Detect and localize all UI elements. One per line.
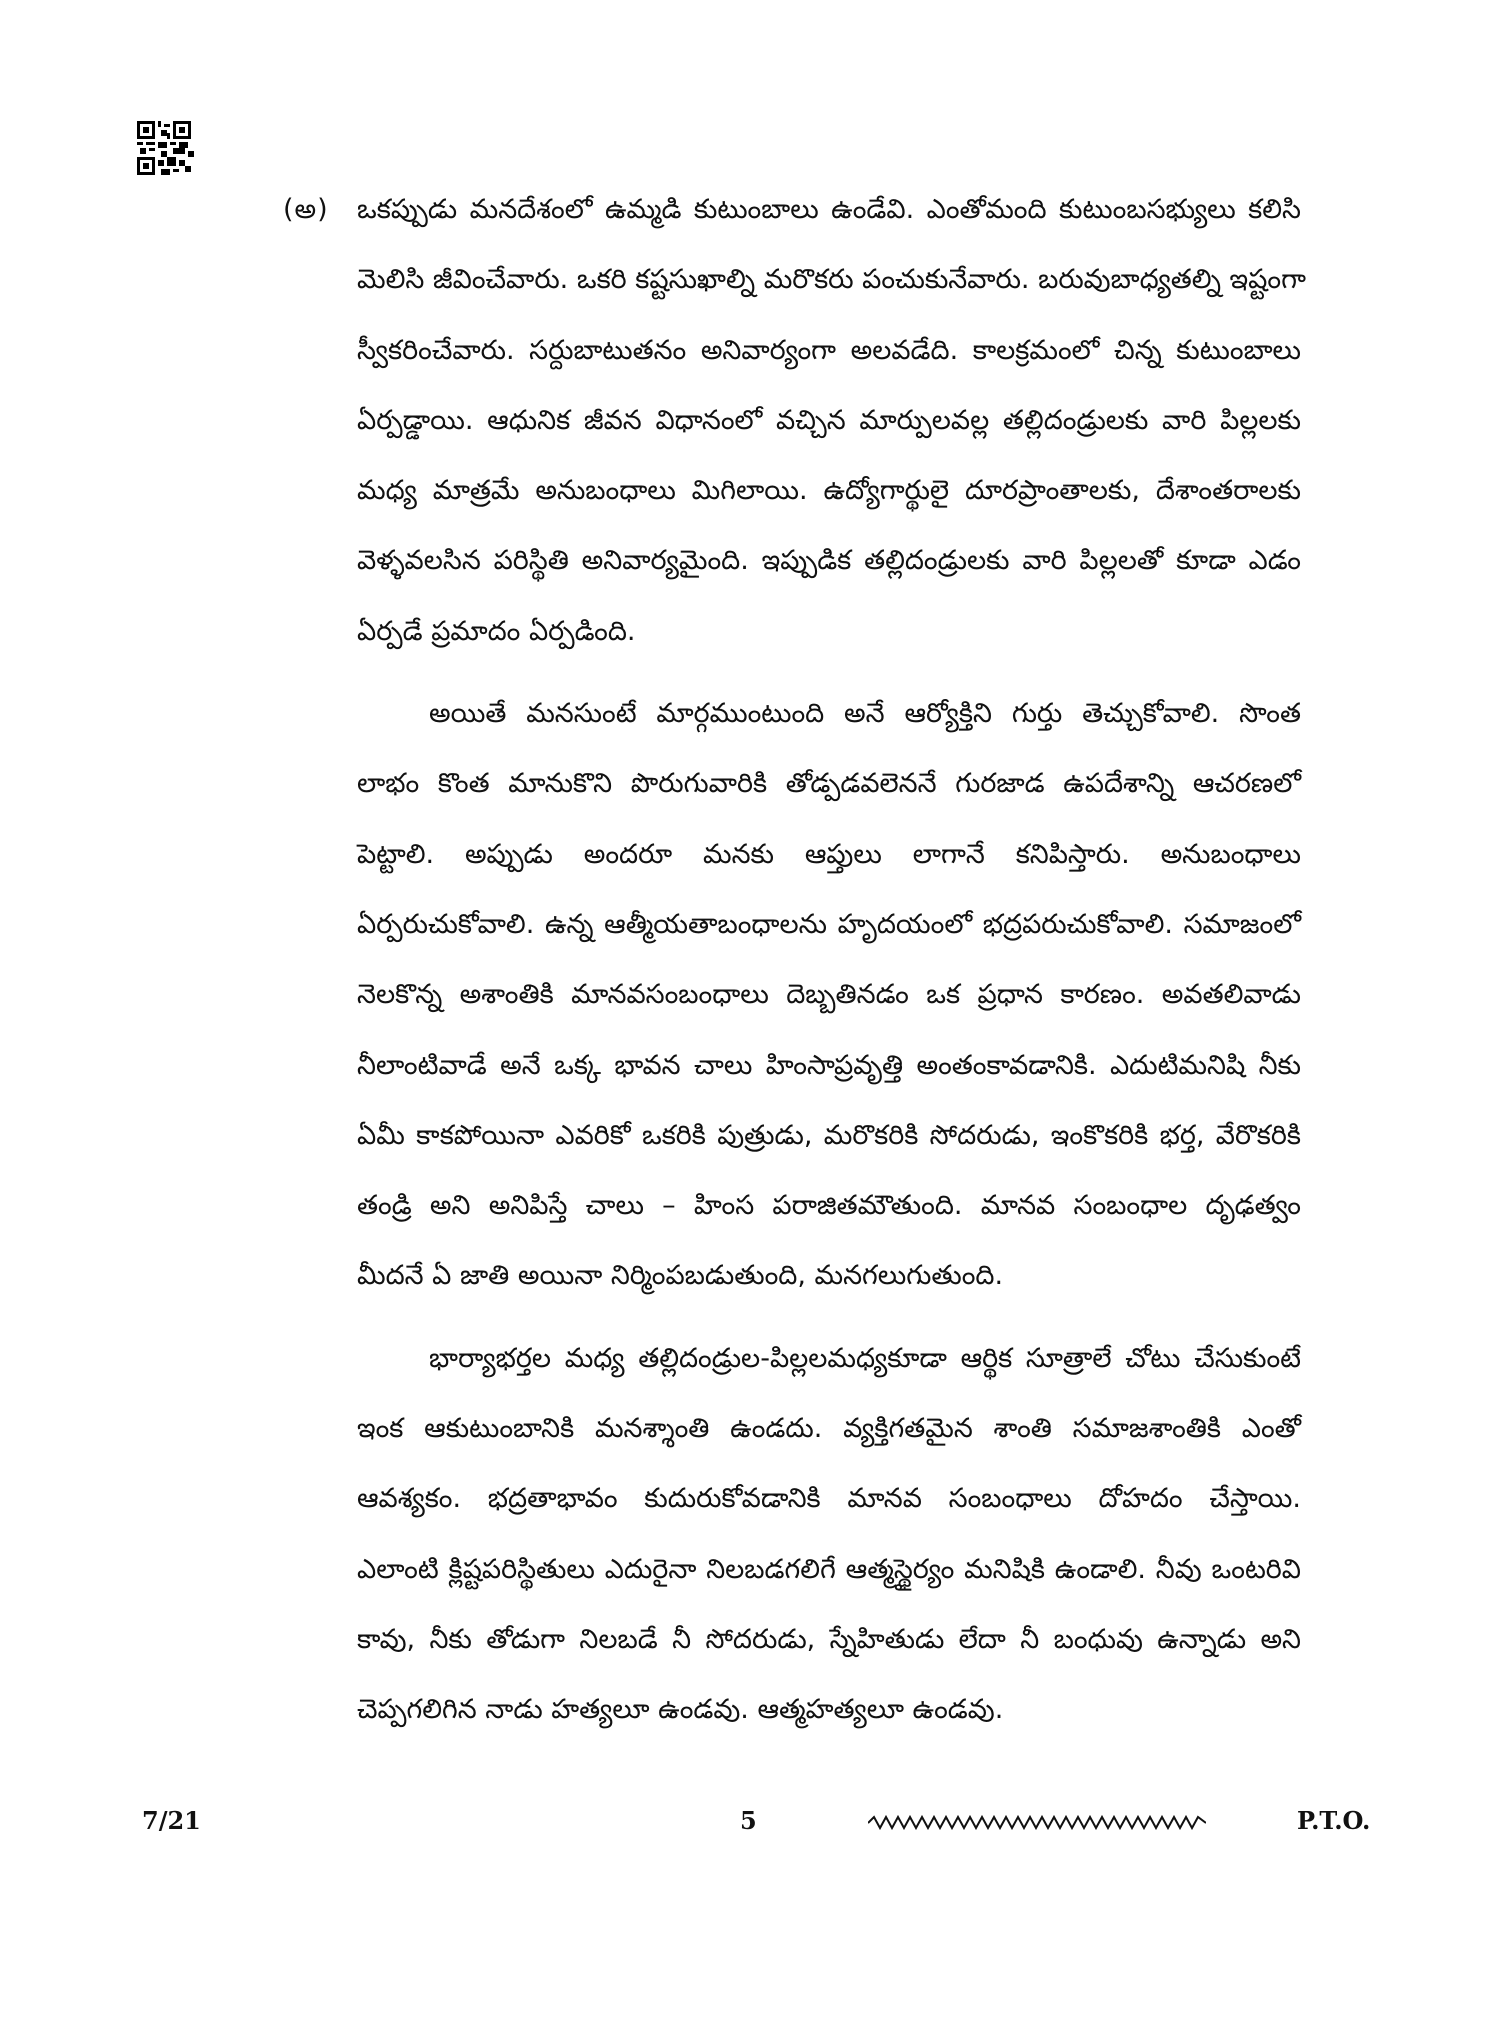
passage-line: నెలకొన్న అశాంతికి మానవసంబంధాలు దెబ్బతినడం ఒక ప్రధాన కారణం. అవతలివాడు (357, 979, 1301, 1011)
passage (357, 186, 1306, 1757)
qr-code-icon (137, 121, 197, 175)
passage-line: మధ్య మాత్రమే అనుబంధాలు మిగిలాయి. ఉద్యోగార్థులై దూరప్రాంతాలకు, దేశాంతరాలకు (357, 475, 1301, 507)
passage-line: మెలిసి జీవించేవారు. ఒకరి కష్టసుఖాల్ని మరొకరు పంచుకునేవారు. బరువుబాధ్యతల్ని ఇష్టంగా (357, 264, 1306, 296)
passage-line: ఏర్పడ్డాయి. ఆధునిక జీవన విధానంలో వచ్చిన మార్పులవల్ల తల్లిదండ్రులకు వారి పిల్లలకు (357, 404, 1301, 436)
question-marker: (అ) (283, 194, 329, 225)
passage-line: నీలాంటివాడే అనే ఒక్క భావన చాలు హింసాప్రవృత్తి అంతంకావడానికి. ఎదుటిమనిషి నీకు (357, 1049, 1301, 1081)
passage-line: కావు, నీకు తోడుగా నిలబడే నీ సోదరుడు, స్నేహితుడు లేదా నీ బంధువు ఉన్నాడు అని (357, 1623, 1301, 1655)
paper-code: 7/21 (142, 1806, 201, 1835)
please-turn-over: P.T.O. (1297, 1806, 1371, 1835)
passage-line: అయితే మనసుంటే మార్గముంటుంది అనే ఆర్యోక్తిని గుర్తు తెచ్చుకోవాలి. సొంత (429, 698, 1301, 730)
page-number: 5 (740, 1806, 757, 1835)
passage-line: భార్యాభర్తల మధ్య తల్లిదండ్రుల-పిల్లలమధ్యకూడా ఆర్థిక సూత్రాలే చోటు చేసుకుంటే (429, 1342, 1301, 1374)
passage-line: చెప్పగలిగిన నాడు హత్యలూ ఉండవు. ఆత్మహత్యలూ ఉండవు. (357, 1694, 1004, 1726)
passage-line: ఎలాంటి క్లిష్టపరిస్థితులు ఎదురైనా నిలబడగలిగే ఆత్మస్థైర్యం మనిషికి ఉండాలి. నీవు ఒంటరివి (357, 1553, 1301, 1585)
paragraph-2 (357, 690, 1301, 1323)
passage-line: ఏమీ కాకపోయినా ఎవరికో ఒకరికి పుత్రుడు, మరొకరికి సోదరుడు, ఇంకొకరికి భర్త, వేరొకరికి (357, 1119, 1301, 1151)
passage-line: మీదనే ఏ జాతి అయినా నిర్మింపబడుతుంది, మనగలుగుతుంది. (357, 1260, 1004, 1292)
squiggle-line-icon (868, 1812, 1206, 1834)
qr-code (137, 121, 197, 175)
passage-line: ఒకప్పుడు మనదేశంలో ఉమ్మడి కుటుంబాలు ఉండేవి. ఎంతోమంది కుటుంబసభ్యులు కలిసి (357, 194, 1301, 225)
paragraph-spacer (357, 678, 1301, 690)
passage-line: తండ్రి అని అనిపిస్తే చాలు – హింస పరాజితమౌతుంది. మానవ సంబంధాల దృఢత్వం (357, 1190, 1301, 1222)
passage-line: స్వీకరించేవారు. సర్దుబాటుతనం అనివార్యంగా అలవడేది. కాలక్రమంలో చిన్న కుటుంబాలు (357, 334, 1301, 366)
paragraph-3 (357, 1335, 1301, 1757)
passage-line: ఏర్పరుచుకోవాలి. ఉన్న ఆత్మీయతాబంధాలను హృదయంలో భద్రపరుచుకోవాలి. సమాజంలో (357, 908, 1301, 940)
paragraph-1 (357, 186, 1306, 678)
passage-line: ఆవశ్యకం. భద్రతాభావం కుదురుకోవడానికి మానవ సంబంధాలు దోహదం చేస్తాయి. (357, 1483, 1301, 1515)
paragraph-spacer (357, 1323, 1301, 1335)
passage-line: ఇంక ఆకుటుంబానికి మనశ్శాంతి ఉండదు. వ్యక్తిగతమైన శాంతి సమాజశాంతికి ఎంతో (357, 1413, 1301, 1445)
passage-line: ఏర్పడే ప్రమాదం ఏర్పడింది. (357, 615, 636, 647)
passage-line: లాభం కొంత మానుకొని పొరుగువారికి తోడ్పడవలెననే గురజాడ ఉపదేశాన్ని ఆచరణలో (357, 768, 1301, 800)
page-footer (0, 1806, 1505, 1846)
passage-line: వెళ్ళవలసిన పరిస్థితి అనివార్యమైంది. ఇప్పుడిక తల్లిదండ్రులకు వారి పిల్లలతో కూడా ఎడం (357, 545, 1301, 577)
passage-line: పెట్టాలి. అప్పుడు అందరూ మనకు ఆప్తులు లాగానే కనిపిస్తారు. అనుబంధాలు (357, 838, 1301, 870)
